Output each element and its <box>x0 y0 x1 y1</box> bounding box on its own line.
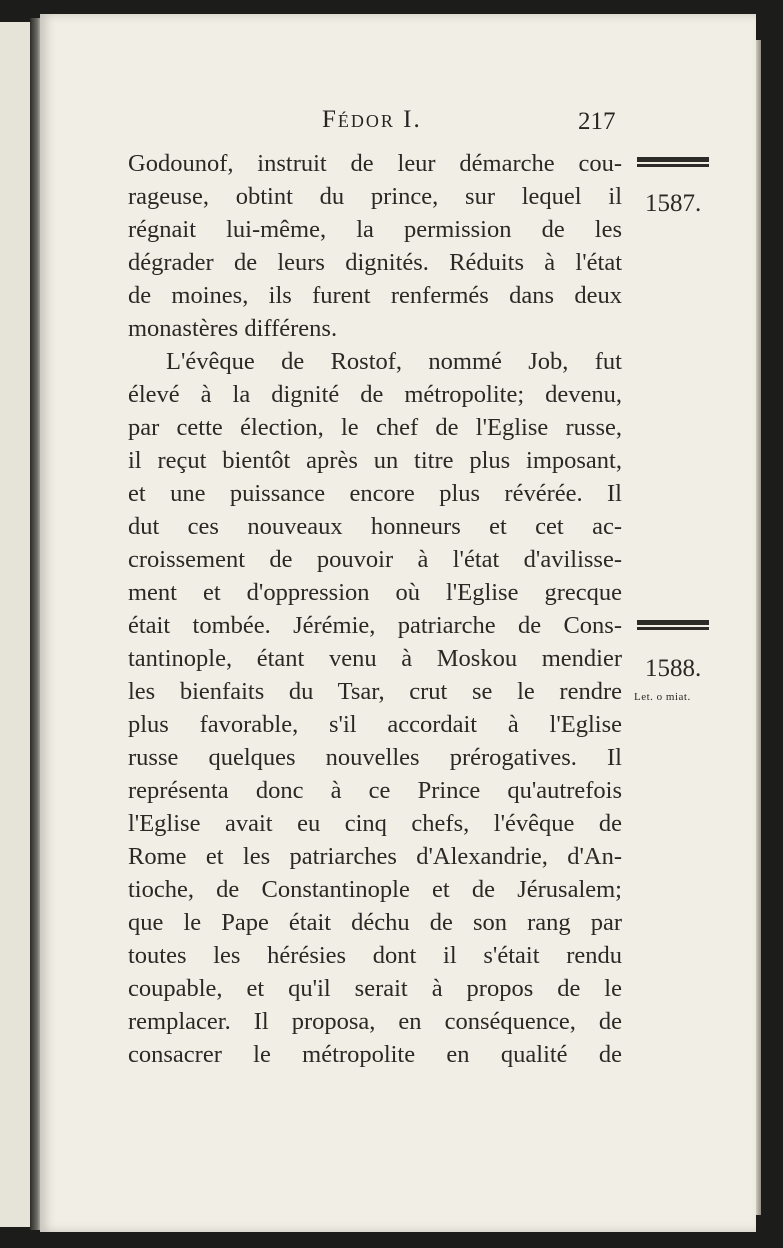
text-line: élevé à la dignité de métropolite; devenu, <box>128 381 622 408</box>
text-line: croissement de pouvoir à l'état d'avilisse- <box>128 546 622 573</box>
text-line: remplacer. Il proposa, en conséquence, de <box>128 1008 622 1035</box>
text-line: russe quelques nouvelles prérogatives. Il <box>128 744 622 771</box>
text-line: Rome et les patriarches d'Alexandrie, d'An- <box>128 843 622 870</box>
text-line: par cette élection, le chef de l'Eglise russe, <box>128 414 622 441</box>
margin-rule <box>637 157 709 164</box>
text-line: rageuse, obtint du prince, sur lequel il <box>128 183 622 210</box>
body-text <box>128 147 622 1071</box>
text-line: ment et d'oppression où l'Eglise grecque <box>128 579 622 606</box>
text-line: les bienfaits du Tsar, crut se le rendre <box>128 678 622 705</box>
text-line: l'Eglise avait eu cinq chefs, l'évêque de <box>128 810 622 837</box>
text-line: il reçut bientôt après un titre plus imposant, <box>128 447 622 474</box>
text-line: consacrer le métropolite en qualité de <box>128 1041 622 1068</box>
margin-note: Let. o miat. <box>634 691 691 703</box>
page-edge <box>756 40 761 1215</box>
text-line: tantinople, étant venu à Moskou mendier <box>128 645 622 672</box>
text-line: de moines, ils furent renfermés dans deux <box>128 282 622 309</box>
page-number: 217 <box>578 108 616 135</box>
text-line: et une puissance encore plus révérée. Il <box>128 480 622 507</box>
text-line: monastères différens. <box>128 315 338 342</box>
margin-year: 1588. <box>645 655 702 682</box>
text-line: Godounof, instruit de leur démarche cou- <box>128 150 622 177</box>
text-line: représenta donc à ce Prince qu'autrefois <box>128 777 622 804</box>
text-line: L'évêque de Rostof, nommé Job, fut <box>166 348 622 375</box>
text-line: que le Pape était déchu de son rang par <box>128 909 622 936</box>
text-line: toutes les hérésies dont il s'était rendu <box>128 942 622 969</box>
text-line: régnait lui-même, la permission de les <box>128 216 622 243</box>
text-line: coupable, et qu'il serait à propos de le <box>128 975 622 1002</box>
margin-rule <box>637 620 709 627</box>
text-line: tioche, de Constantinople et de Jérusalem; <box>128 876 622 903</box>
book-page <box>40 14 756 1232</box>
text-line: dégrader de leurs dignités. Réduits à l'état <box>128 249 622 276</box>
text-line: était tombée. Jérémie, patriarche de Cons- <box>128 612 622 639</box>
text-line: dut ces nouveaux honneurs et cet ac- <box>128 513 622 540</box>
running-head-title: Fédor I. <box>322 106 422 133</box>
running-head <box>40 106 756 142</box>
text-line: plus favorable, s'il accordait à l'Eglise <box>128 711 622 738</box>
margin-year: 1587. <box>645 190 702 217</box>
